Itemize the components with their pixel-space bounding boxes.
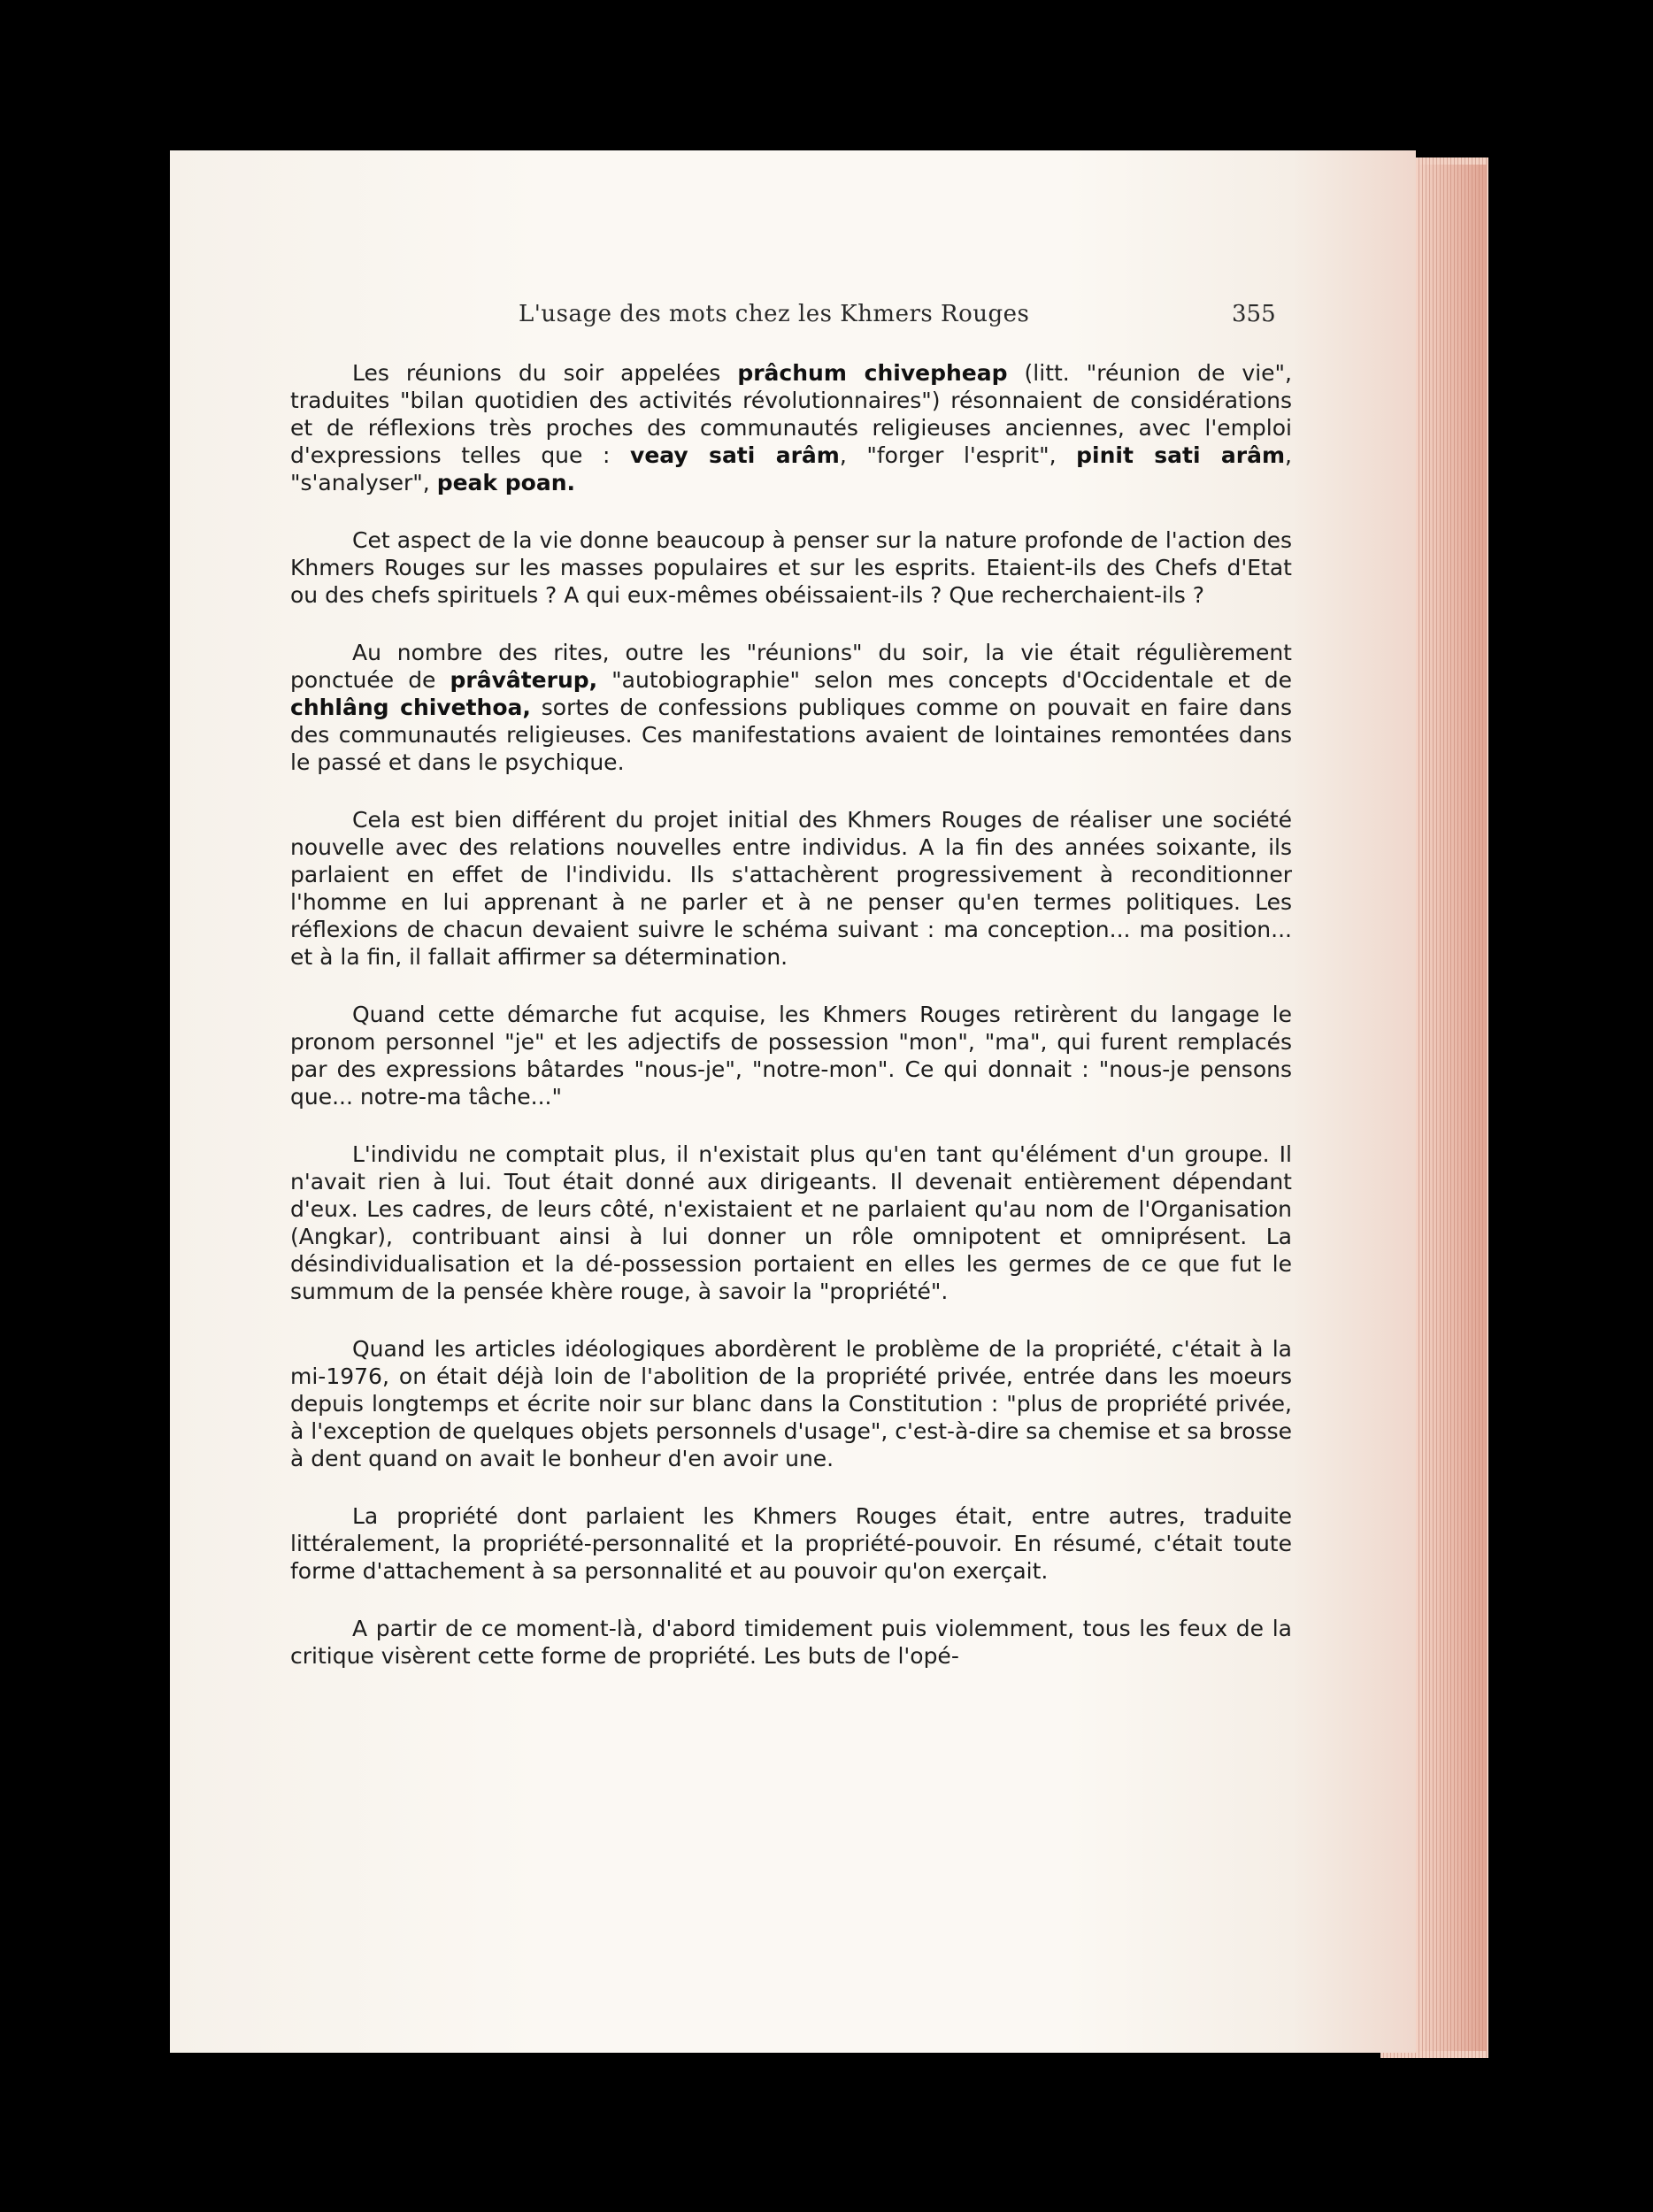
paragraph [290,359,1292,496]
book-page [170,150,1416,2053]
paragraph: A partir de ce moment-là, d'abord timidement puis violemment, tous les feux de la critique visèrent cette forme de propriété. Les buts de l'opé- [290,1616,1292,1669]
text-run: Au nombre des rites, outre les "réunions" du soir, la vie était régulièrement ponctuée de [290,640,1292,693]
running-title: L'usage des mots chez les Khmers Rouges [519,301,1030,327]
paragraph: La propriété dont parlaient les Khmers Rouges était, entre autres, traduite littéralement, la propriété-personnalité et la propriété-pouvoir. En résumé, c'était toute forme d'attachement à sa personnalité et au pouvoir qu'on exerçait. [290,1503,1292,1584]
page-number: 355 [1232,301,1276,327]
paragraph: Cet aspect de la vie donne beaucoup à penser sur la nature profonde de l'action des Khmers Rouges sur les masses populaires et sur les esprits. Etaient-ils des Chefs d'Etat ou des chefs spirituels ? A qui eux-mêmes obéissaient-ils ? Que recherchaient-ils ? [290,527,1292,608]
khmer-term: veay sati arâm [630,442,840,468]
text-run: , "forger l'esprit", [839,442,1077,468]
text-run: "autobiographie" selon mes concepts d'Occidentale et de [597,667,1292,693]
paragraph: Quand cette démarche fut acquise, les Khmers Rouges retirèrent du langage le pronom personnel "je" et les adjectifs de possession "mon", "ma", qui furent remplacés par des expressions bâtardes "nous-je", "notre-mon". Ce qui donnait : "nous-je pensons que... notre-ma tâche..." [290,1002,1292,1110]
paragraph: L'individu ne comptait plus, il n'existait plus qu'en tant qu'élément d'un groupe. Il n'avait rien à lui. Tout était donné aux dirigeants. Il devenait entièrement dépendant d'eux. Les cadres, de leurs côté, n'existaient et ne parlaient qu'au nom de l'Organisation (Angkar), contribuant ainsi à lui donner un rôle omnipotent et omniprésent. La désindividualisation et la dé-possession portaient en elles les germes de ce que fut le summum de la pensée khère rouge, à savoir la "propriété". [290,1141,1292,1304]
paragraph: Quand les articles idéologiques abordèrent le problème de la propriété, c'était à la mi-1976, on était déjà loin de l'abolition de la propriété privée, entrée dans les moeurs depuis longtemps et écrite noir sur blanc dans la Constitution : "plus de propriété privée, à l'exception de quelques objets personnels d'usage", c'est-à-dire sa chemise et sa brosse à dent quand on avait le bonheur d'en avoir une. [290,1336,1292,1471]
body-text [290,359,1292,1670]
text-run: (litt. "réunion de vie", traduites "bilan quotidien des activités révolutionnaires") résonnaient de considérations et de réflexions très proches des communautés religieuses anciennes, avec l'emploi d'expressions telles que : [290,360,1293,468]
book-page-edges-shading [1416,165,1487,2051]
khmer-term: prâchum chivepheap [737,360,1008,386]
text-run: , "s'analyser", [290,442,1292,495]
khmer-term: chhlâng chivethoa, [290,695,531,720]
running-head [170,301,1416,336]
text-run: sortes de confessions publiques comme on pouvait en faire dans des communautés religieuses. Ces manifestations avaient de lointaines remontées dans le passé et dans le psychique. [290,695,1293,775]
khmer-term: pinit sati arâm [1076,442,1286,468]
khmer-term: peak poan. [436,470,575,495]
paragraph [290,639,1292,776]
khmer-term: prâvâterup, [450,667,598,693]
text-run: Les réunions du soir appelées [352,360,738,386]
paragraph: Cela est bien différent du projet initial des Khmers Rouges de réaliser une société nouvelle avec des relations nouvelles entre individus. A la fin des années soixante, ils parlaient en effet de l'individu. Ils s'attachèrent progressivement à reconditionner l'homme en lui apprenant à ne parler et à ne penser qu'en termes politiques. Les réflexions de chacun devaient suivre le schéma suivant : ma conception... ma position... et à la fin, il fallait affirmer sa détermination. [290,807,1292,970]
